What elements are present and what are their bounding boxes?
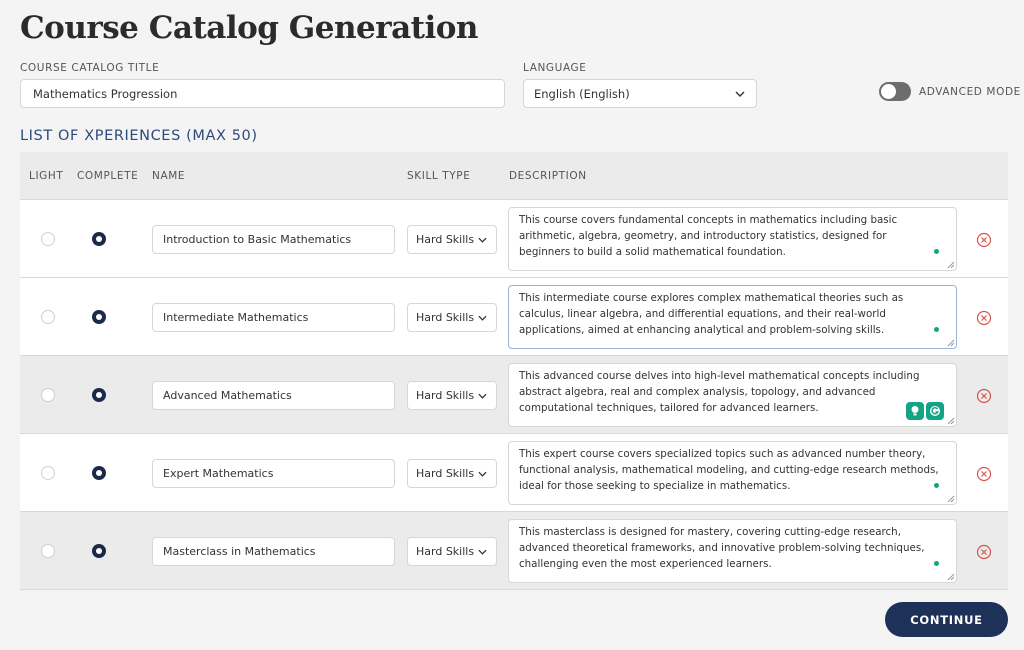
grammar-dot-icon [934, 249, 939, 254]
advanced-mode-toggle[interactable] [879, 82, 911, 101]
xperience-name-input[interactable]: Introduction to Basic Mathematics [152, 225, 395, 254]
description-text: This course covers fundamental concepts in mathematics including basic arithmetic, algebra, geometry, and introductory statistics, designed for beginners to build a solid mathematical foundation. [519, 214, 898, 258]
chevron-down-icon [476, 390, 488, 402]
description-text: This intermediate course explores complex mathematical theories such as calculus, linear algebra, and differential equations, and their real-world applications, aimed at enhancing analytical and problem-solving skills. [519, 292, 904, 336]
advanced-mode-label: ADVANCED MODE [919, 86, 1021, 98]
chevron-down-icon [476, 546, 488, 558]
language-value: English (English) [534, 86, 630, 101]
light-radio[interactable] [41, 310, 55, 324]
chevron-down-icon [734, 88, 746, 100]
lightbulb-icon[interactable] [906, 402, 924, 420]
grammar-dot-icon [934, 483, 939, 488]
table-row [20, 434, 1008, 512]
skill-type-select[interactable] [407, 381, 497, 410]
complete-radio[interactable] [92, 388, 106, 402]
table-row [20, 356, 1008, 434]
header-complete: COMPLETE [77, 170, 139, 182]
chevron-down-icon [476, 234, 488, 246]
grammar-badge[interactable] [906, 402, 944, 420]
toggle-knob [881, 84, 896, 99]
description-textarea[interactable] [508, 285, 957, 349]
complete-radio[interactable] [92, 466, 106, 480]
skill-type-select[interactable] [407, 303, 497, 332]
header-light: LIGHT [29, 170, 64, 182]
page-title: Course Catalog Generation [20, 10, 478, 46]
resize-handle-icon[interactable] [947, 573, 955, 581]
table-row [20, 278, 1008, 356]
xperience-name-input[interactable]: Expert Mathematics [152, 459, 395, 488]
remove-icon[interactable] [976, 388, 992, 404]
catalog-title-input[interactable]: Mathematics Progression [20, 79, 505, 108]
description-textarea[interactable] [508, 363, 957, 427]
grammar-dot-icon [934, 327, 939, 332]
header-name: NAME [152, 170, 186, 182]
description-textarea[interactable] [508, 441, 957, 505]
light-radio[interactable] [41, 466, 55, 480]
description-text: This advanced course delves into high-level mathematical concepts including abstract algebra, real and complex analysis, topology, and advanced computational techniques, tailored for advanced learners. [519, 370, 920, 414]
xperience-name-input[interactable]: Intermediate Mathematics [152, 303, 395, 332]
remove-icon[interactable] [976, 310, 992, 326]
description-text: This expert course covers specialized topics such as advanced number theory, functional analysis, mathematical modeling, and cutting-edge research methods, ideal for those seeking to specialize in mathematics. [519, 448, 939, 492]
language-select[interactable] [523, 79, 757, 108]
remove-icon[interactable] [976, 466, 992, 482]
resize-handle-icon[interactable] [947, 261, 955, 269]
skill-type-value: Hard Skills [416, 311, 475, 324]
skill-type-value: Hard Skills [416, 545, 475, 558]
catalog-title-label: COURSE CATALOG TITLE [20, 62, 160, 74]
header-skill-type: SKILL TYPE [407, 170, 471, 182]
description-textarea[interactable] [508, 207, 957, 271]
description-text: This masterclass is designed for mastery, covering cutting-edge research, advanced theoretical frameworks, and innovative problem-solving techniques, challenging even the most experienced learners. [519, 526, 925, 570]
light-radio[interactable] [41, 544, 55, 558]
remove-icon[interactable] [976, 544, 992, 560]
skill-type-value: Hard Skills [416, 389, 475, 402]
skill-type-select[interactable] [407, 225, 497, 254]
list-title: LIST OF XPERIENCES (MAX 50) [20, 128, 258, 144]
complete-radio[interactable] [92, 544, 106, 558]
chevron-down-icon [476, 468, 488, 480]
table-row [20, 200, 1008, 278]
continue-button[interactable]: CONTINUE [885, 602, 1008, 637]
xperience-name-input[interactable]: Advanced Mathematics [152, 381, 395, 410]
resize-handle-icon[interactable] [947, 417, 955, 425]
description-textarea[interactable] [508, 519, 957, 583]
skill-type-value: Hard Skills [416, 467, 475, 480]
chevron-down-icon [476, 312, 488, 324]
table-row [20, 512, 1008, 590]
complete-radio[interactable] [92, 232, 106, 246]
grammarly-icon[interactable] [926, 402, 944, 420]
resize-handle-icon[interactable] [947, 339, 955, 347]
remove-icon[interactable] [976, 232, 992, 248]
skill-type-select[interactable] [407, 537, 497, 566]
grammar-dot-icon [934, 561, 939, 566]
light-radio[interactable] [41, 388, 55, 402]
language-label: LANGUAGE [523, 62, 587, 74]
xperience-name-input[interactable]: Masterclass in Mathematics [152, 537, 395, 566]
header-description: DESCRIPTION [509, 170, 587, 182]
light-radio[interactable] [41, 232, 55, 246]
skill-type-value: Hard Skills [416, 233, 475, 246]
complete-radio[interactable] [92, 310, 106, 324]
xperiences-table [20, 152, 1008, 590]
resize-handle-icon[interactable] [947, 495, 955, 503]
table-header [20, 152, 1008, 200]
skill-type-select[interactable] [407, 459, 497, 488]
